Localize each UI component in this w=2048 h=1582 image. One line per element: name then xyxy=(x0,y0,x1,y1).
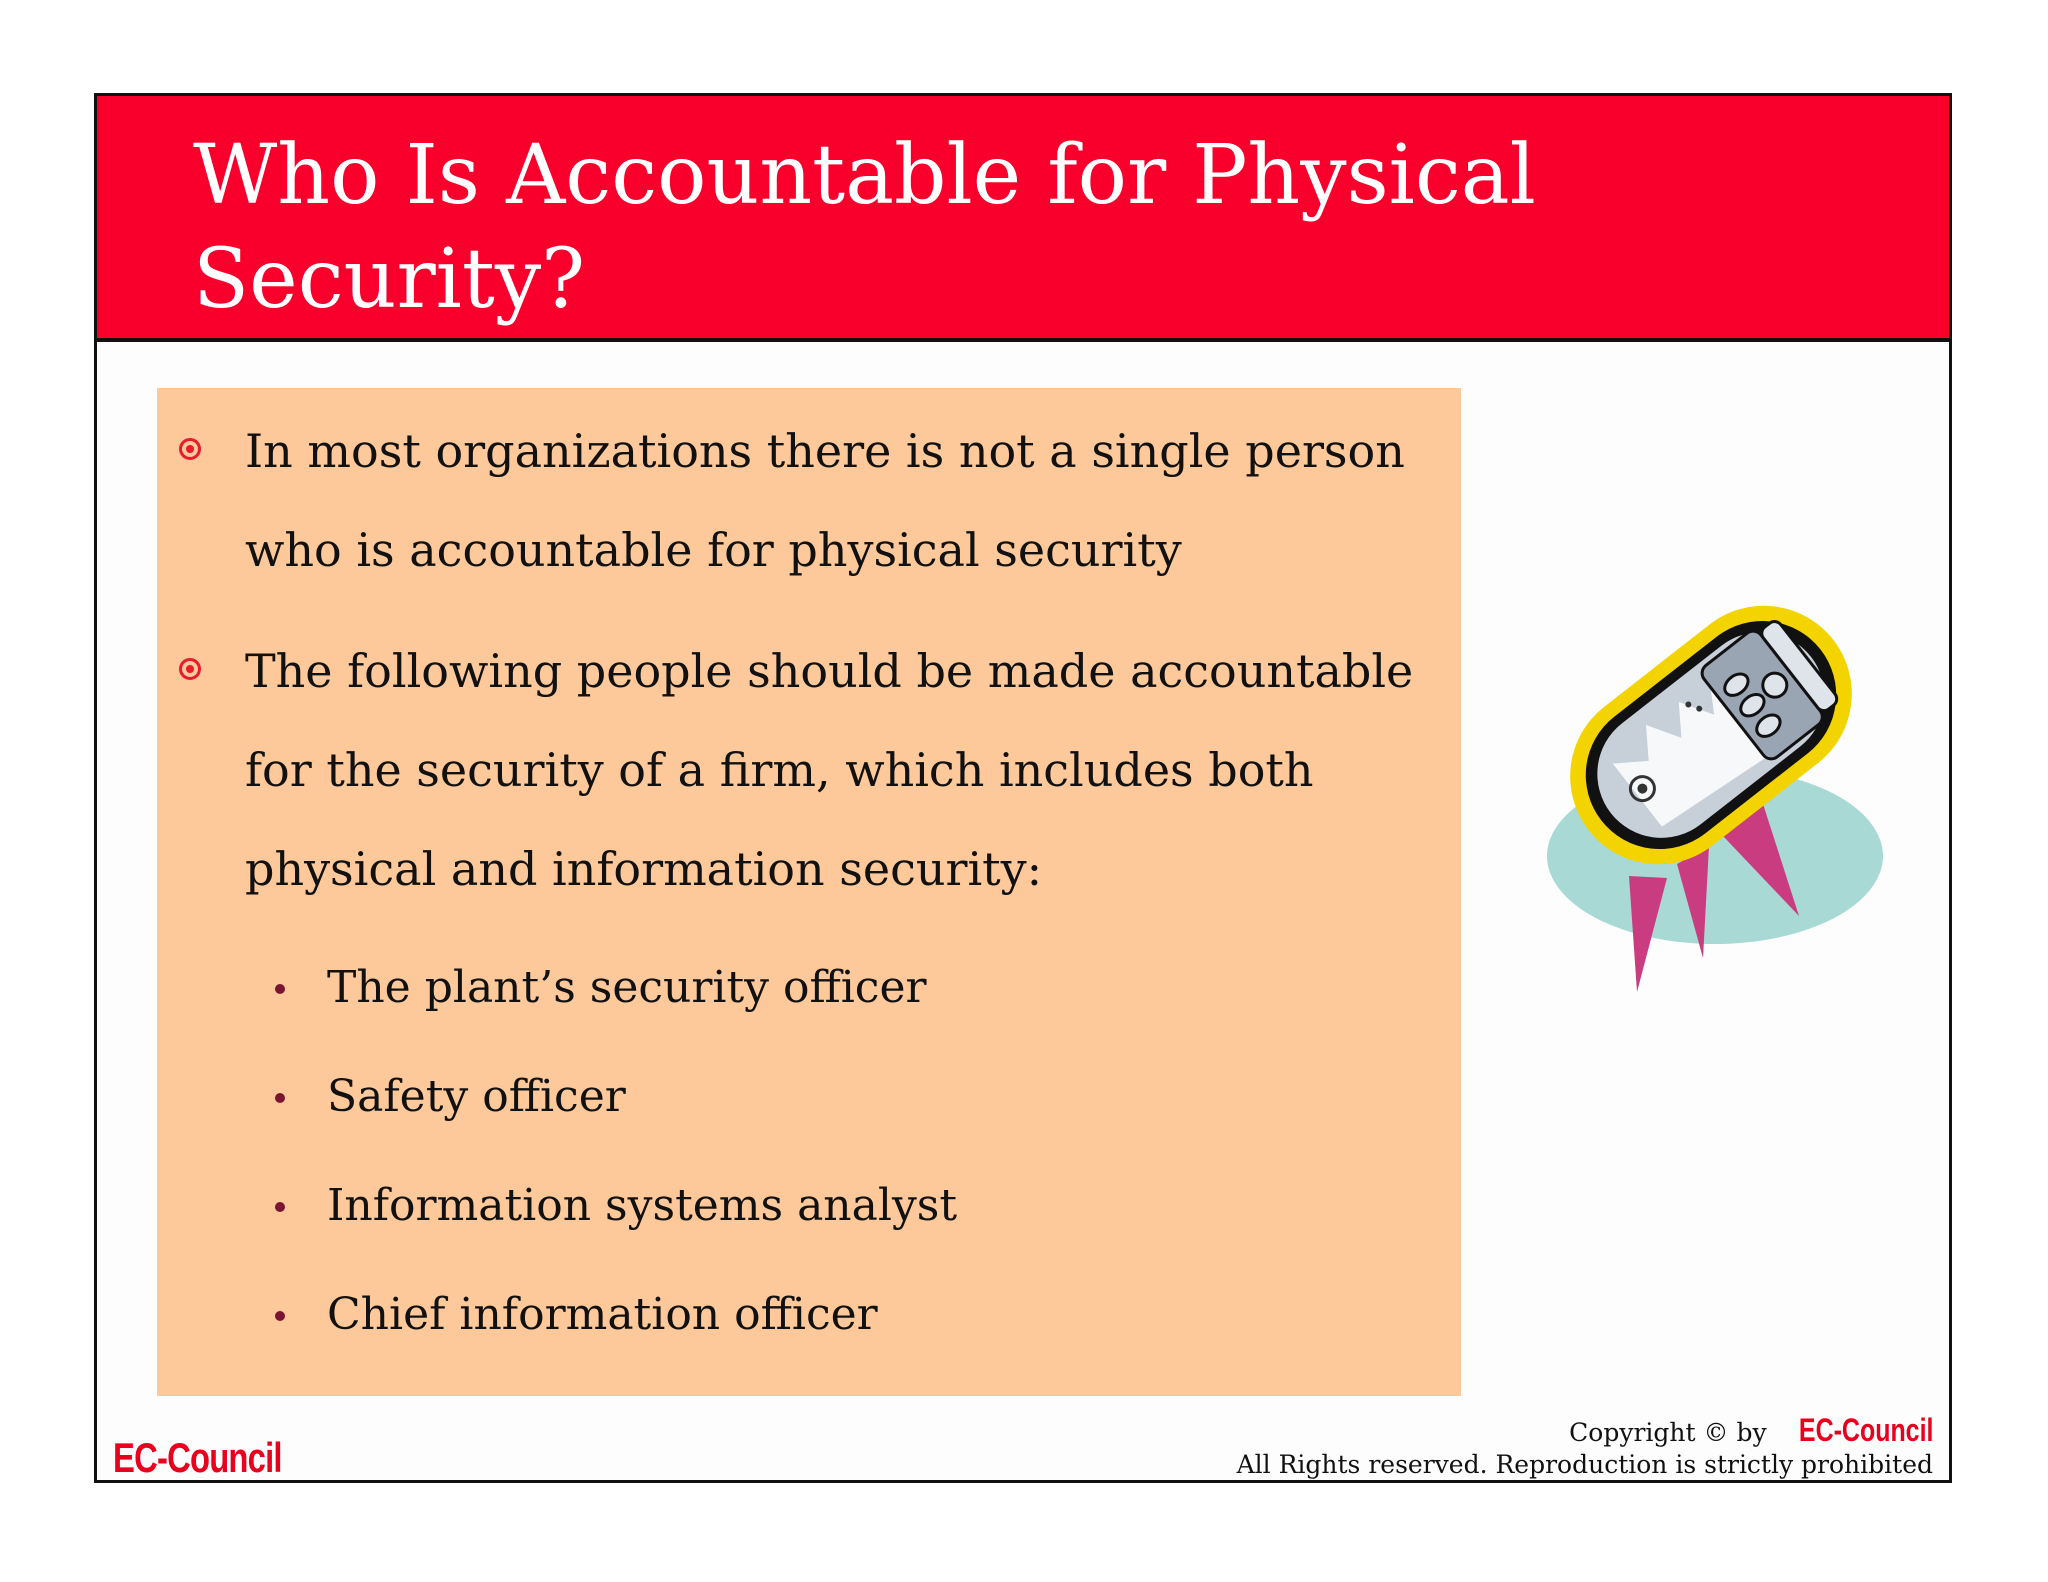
copyright-notice xyxy=(1237,1414,1933,1481)
bullet-item xyxy=(245,622,1435,919)
sub-item xyxy=(327,958,1427,1018)
title-bar xyxy=(97,96,1949,342)
slide xyxy=(94,93,1952,1483)
target-bullet-icon xyxy=(179,438,201,460)
sub-item xyxy=(327,1067,1427,1127)
alarm-sensor-clipart xyxy=(1527,546,1907,1026)
sub-item-text: Safety officer xyxy=(327,1071,626,1122)
sub-item-text: Information systems analyst xyxy=(327,1180,958,1231)
dot-bullet-icon xyxy=(275,1202,285,1212)
sub-item-text: The plant’s security officer xyxy=(327,962,927,1013)
slide-title: Who Is Accountable for Physical Security? xyxy=(193,128,1536,327)
sub-item xyxy=(327,1285,1427,1345)
ec-council-inline-logo: EC-Council xyxy=(1798,1412,1933,1448)
copyright-line xyxy=(1237,1414,1933,1449)
ec-council-logo: EC-Council xyxy=(113,1434,282,1481)
sub-item xyxy=(327,1176,1427,1236)
bullet-text: The following people should be made accountable for the security of a firm, which includes both physical and information security: xyxy=(245,644,1414,896)
bullet-text: In most organizations there is not a single person who is accountable for physical security xyxy=(245,424,1405,577)
dot-bullet-icon xyxy=(275,984,285,994)
content-box xyxy=(157,388,1461,1396)
sub-item-text: Chief information officer xyxy=(327,1289,878,1340)
target-bullet-icon xyxy=(179,658,201,680)
dot-bullet-icon xyxy=(275,1093,285,1103)
copyright-prefix: Copyright © by xyxy=(1569,1418,1767,1447)
rights-line: All Rights reserved. Reproduction is strictly prohibited xyxy=(1236,1450,1933,1479)
bullet-item xyxy=(245,402,1435,600)
dot-bullet-icon xyxy=(275,1311,285,1321)
